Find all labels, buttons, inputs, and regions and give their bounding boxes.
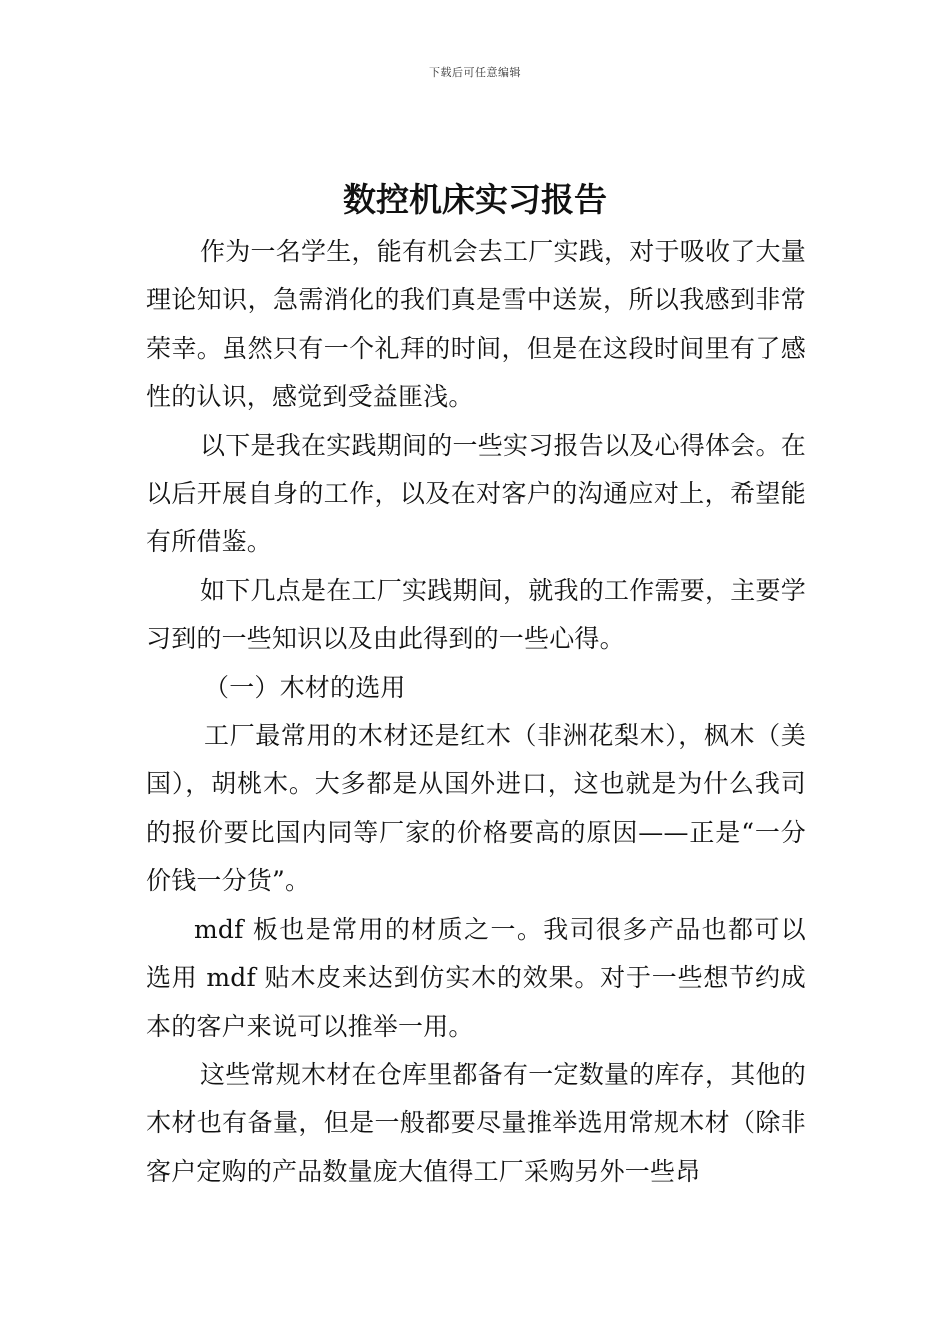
paragraph-mdf: mdf 板也是常用的材质之一。我司很多产品也都可以选用 mdf 贴木皮来达到仿实木的效果。对于一些想节约成本的客户来说可以推举一用。 <box>146 914 806 1041</box>
paragraph-purpose: 以下是我在实践期间的一些实习报告以及心得体会。在以后开展自身的工作，以及在对客户的沟通应对上，希望能有所借鉴。 <box>146 430 806 557</box>
paragraph-intro: 作为一名学生，能有机会去工厂实践，对于吸收了大量理论知识，急需消化的我们真是雪中送炭，所以我感到非常荣幸。虽然只有一个礼拜的时间，但是在这段时间里有了感性的认识，感觉到受益匪浅。 <box>146 237 806 412</box>
paragraph-inventory: 这些常规木材在仓库里都备有一定数量的库存，其他的木材也有备量，但是一般都要尽量推举选用常规木材（除非客户定购的产品数量庞大值得工厂采购另外一些昂 <box>146 1059 806 1186</box>
document-title: 数控机床实习报告 <box>343 180 607 219</box>
document-body <box>146 228 806 1196</box>
header-note: 下载后可任意编辑 <box>429 66 521 79</box>
section-heading-wood-selection: （一）木材的选用 <box>204 672 406 702</box>
paragraph-common-wood: 工厂最常用的木材还是红木（非洲花梨木），枫木（美国），胡桃木。大多都是从国外进口，这也就是为什么我司的报价要比国内同等厂家的价格要高的原因——正是“一分价钱一分货”。 <box>146 721 806 896</box>
paragraph-overview: 如下几点是在工厂实践期间，就我的工作需要，主要学习到的一些知识以及由此得到的一些心得。 <box>146 575 806 654</box>
